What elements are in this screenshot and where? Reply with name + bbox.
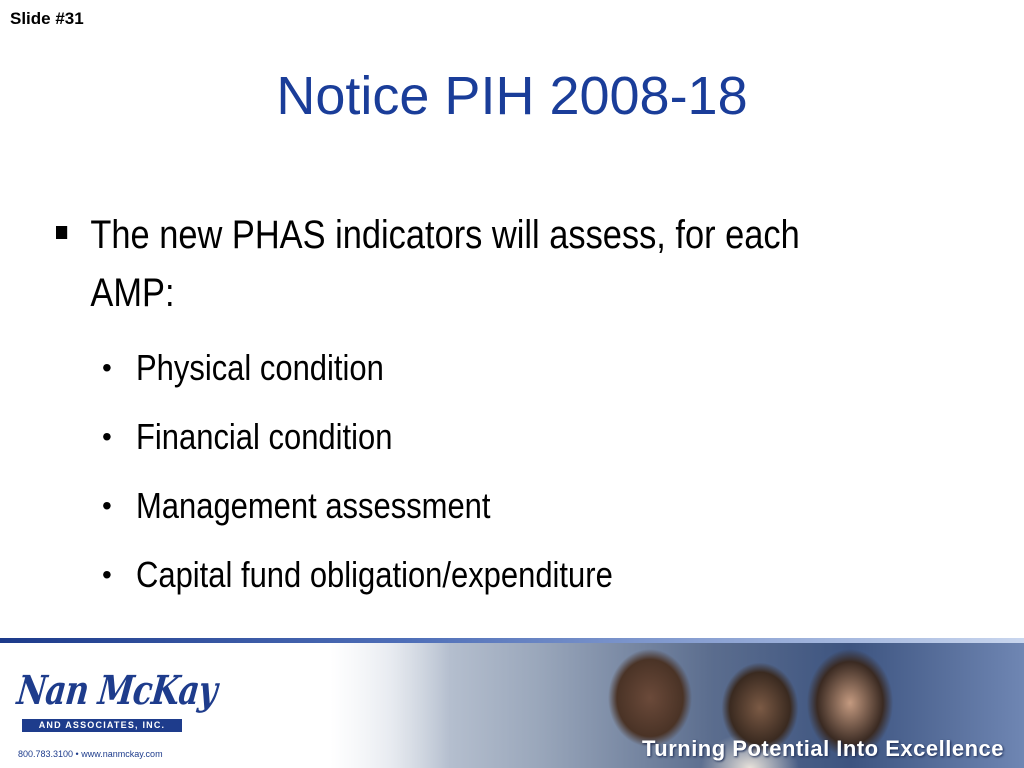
round-bullet-icon: • <box>102 490 112 521</box>
round-bullet-icon: • <box>102 352 112 383</box>
contact-info: 800.783.3100 • www.nanmckay.com <box>18 749 163 759</box>
slide-footer <box>0 638 1024 768</box>
sub-bullet-item <box>102 340 902 409</box>
main-bullet <box>56 206 847 322</box>
slide-title: Notice PIH 2008-18 <box>276 66 748 126</box>
slide-number: Slide #31 <box>10 9 84 28</box>
logo-subtitle: AND ASSOCIATES, INC. <box>38 720 166 730</box>
logo-wordmark: Nan McKay <box>14 667 220 714</box>
footer-logo-area <box>0 643 330 768</box>
sub-bullet-text: Physical condition <box>136 347 384 388</box>
sub-bullet-text: Financial condition <box>136 416 393 457</box>
round-bullet-icon: • <box>102 559 112 590</box>
sub-bullet-text: Capital fund obligation/expenditure <box>136 554 613 595</box>
sub-bullet-item <box>102 409 902 478</box>
square-bullet-icon <box>56 226 67 239</box>
sub-bullet-text: Management assessment <box>136 485 491 526</box>
round-bullet-icon: • <box>102 421 112 452</box>
main-bullet-text: The new PHAS indicators will assess, for each AMP: <box>90 213 800 315</box>
company-logo <box>14 663 220 741</box>
photo-fade <box>330 643 450 768</box>
sub-bullet-list <box>102 340 902 616</box>
footer-photo-banner <box>330 643 1024 768</box>
sub-bullet-item <box>102 478 902 547</box>
footer-tagline: Turning Potential Into Excellence <box>641 736 1004 761</box>
sub-bullet-item <box>102 547 902 616</box>
